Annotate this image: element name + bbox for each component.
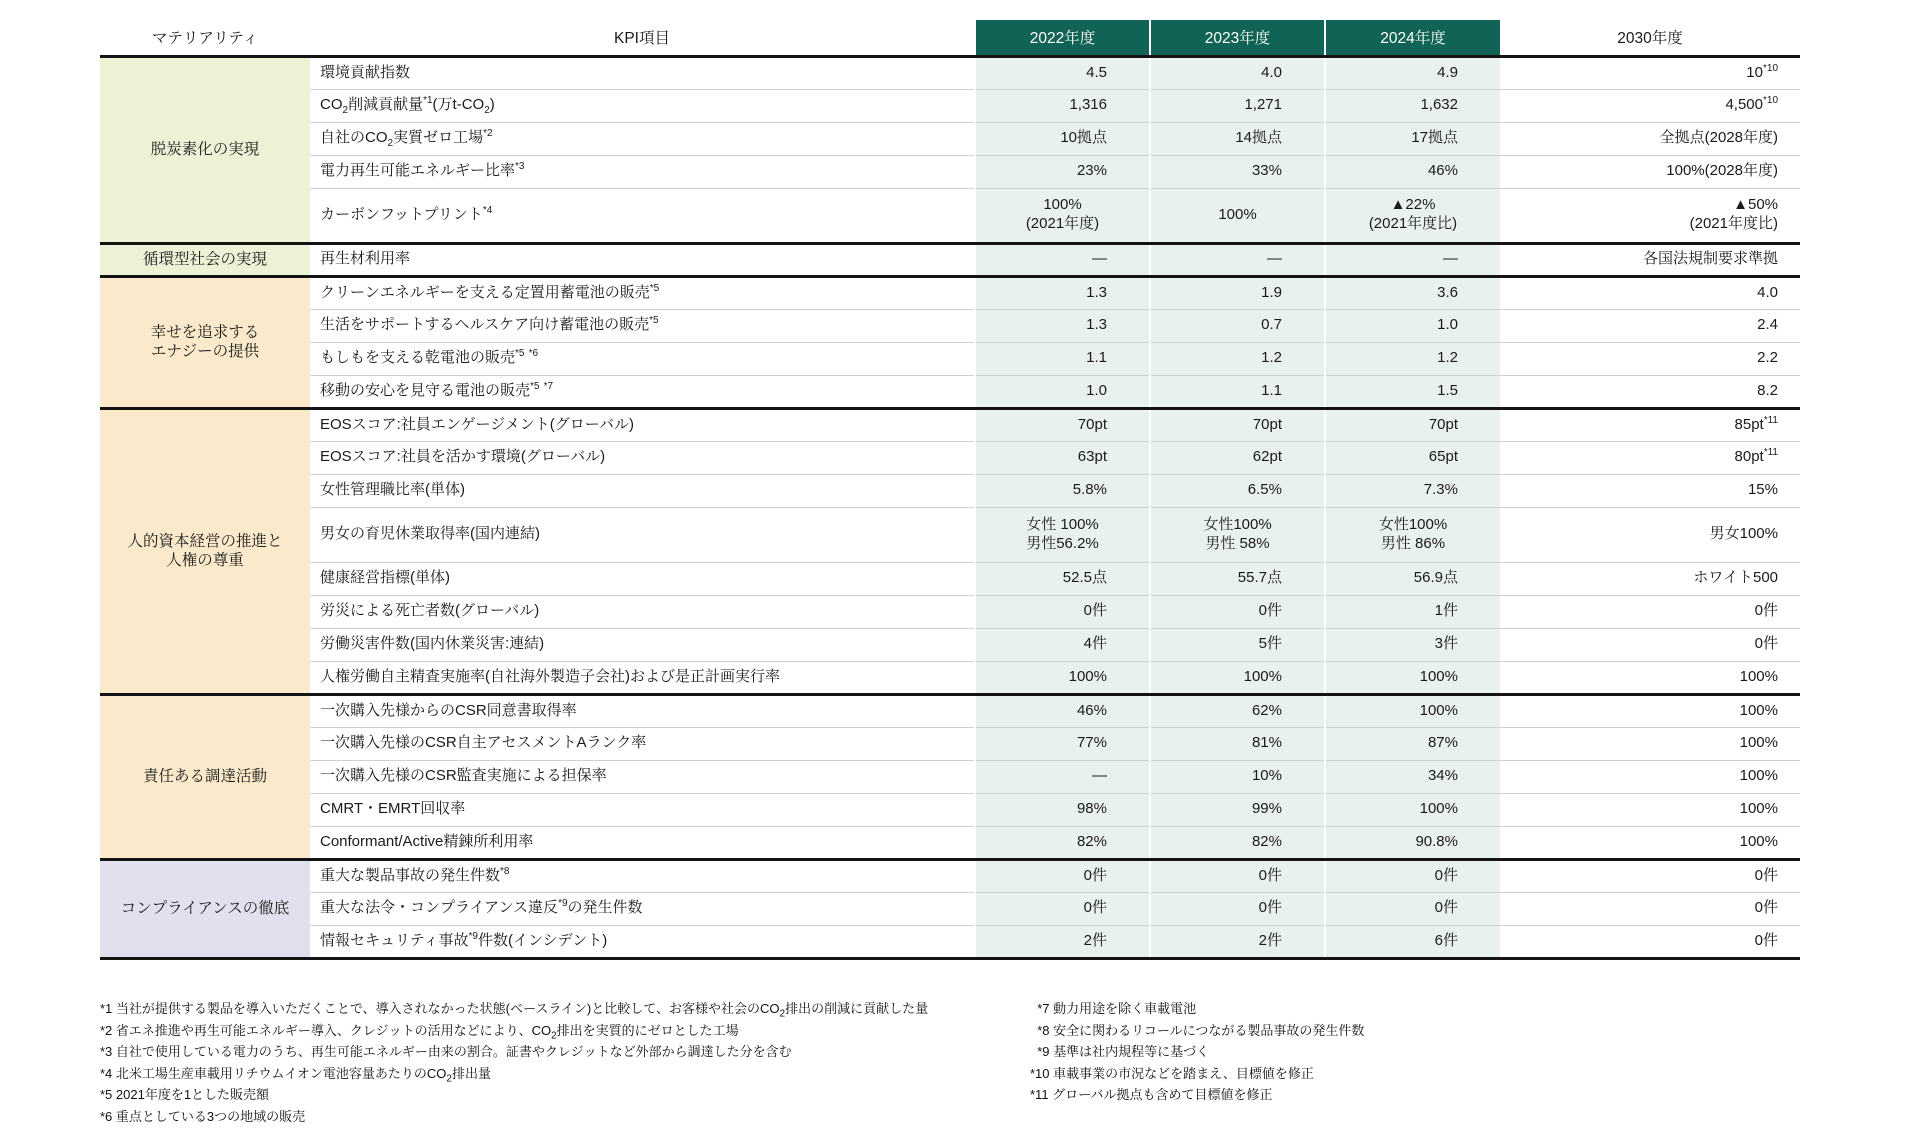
footnote-line: *8 安全に関わるリコールにつながる製品事故の発生件数 [1030,1022,1365,1038]
value-cell-2022: 4件 [975,628,1150,661]
value-cell-2022: 100% [975,661,1150,694]
value-cell-2022: — [975,243,1150,276]
footnote-line: *1 当社が提供する製品を導入いただくことで、導入されなかった状態(ベースライン)と比較して、お客様や社会の$CO_2$排出の削減に貢献した量 [100,1001,929,1020]
kpi-row [100,595,1800,628]
value-cell-2024: 1.5 [1325,375,1500,408]
kpi-row [100,309,1800,342]
value-cell-2024: 90.8% [1325,826,1500,859]
kpi-row [100,562,1800,595]
value-cell-2022: 2件 [975,925,1150,958]
kpi-label-cell: 男女の育児休業取得率(国内連結) [310,507,975,562]
value-cell-2030-target: 15% [1500,474,1800,507]
kpi-label-cell: 再生材利用率 [310,243,975,276]
value-cell-2030-target: 全拠点(2028年度) [1500,122,1800,155]
value-cell-2023: 33% [1150,155,1325,188]
value-cell-2023: 1.1 [1150,375,1325,408]
kpi-row [100,155,1800,188]
kpi-row [100,408,1800,441]
value-cell-2022: 82% [975,826,1150,859]
value-cell-2030-target: 0件 [1500,859,1800,892]
kpi-row [100,342,1800,375]
value-cell-2030-target: $80pt^{*11}$ [1500,441,1800,474]
kpi-label-cell: 人権労働自主精査実施率(自社海外製造子会社)および是正計画実行率 [310,661,975,694]
value-cell-2022: 1.3 [975,276,1150,309]
kpi-column-header: KPI項目 [310,20,975,56]
footnote-line: *5 2021年度を1とした販売額 [100,1087,270,1102]
materiality-cell: 人的資本経営の推進と 人権の尊重 [100,408,310,694]
kpi-label-cell: 自社の$CO_2$実質ゼロ工場$^{*2}$ [310,122,975,155]
value-cell-2022: 46% [975,694,1150,727]
kpi-label-cell: CMRT・EMRT回収率 [310,793,975,826]
value-cell-2030-target: ホワイト500 [1500,562,1800,595]
footnotes-right-column [1030,998,1830,1106]
materiality-cell: 脱炭素化の実現 [100,56,310,243]
value-cell-2022: — [975,760,1150,793]
value-cell-2030-target: 100% [1500,694,1800,727]
value-cell-2024: 1.0 [1325,309,1500,342]
value-cell-2023: 女性100% 男性 58% [1150,507,1325,562]
footnote-line: *6 重点としている3つの地域の販売 [100,1108,306,1124]
value-cell-2024: 1.2 [1325,342,1500,375]
value-cell-2030-target: 100% [1500,760,1800,793]
kpi-label-cell: 一次購入先様からのCSR同意書取得率 [310,694,975,727]
kpi-row [100,507,1800,562]
value-cell-2023: 14拠点 [1150,122,1325,155]
value-cell-2030-target: 100% [1500,661,1800,694]
value-cell-2024: 56.9点 [1325,562,1500,595]
value-cell-2023: 55.7点 [1150,562,1325,595]
value-cell-2024: 6件 [1325,925,1500,958]
value-cell-2024: 3件 [1325,628,1500,661]
value-cell-2023: 82% [1150,826,1325,859]
kpi-label-cell: EOSスコア:社員を活かす環境(グローバル) [310,441,975,474]
value-cell-2022: 63pt [975,441,1150,474]
kpi-label-cell: 環境貢献指数 [310,56,975,89]
kpi-row [100,89,1800,122]
kpi-row [100,474,1800,507]
value-cell-2023: 0.7 [1150,309,1325,342]
value-cell-2030-target: 0件 [1500,628,1800,661]
kpi-row [100,628,1800,661]
value-cell-2030-target: 2.2 [1500,342,1800,375]
year-2024-column-header: 2024年度 [1325,20,1500,56]
value-cell-2024: 女性100% 男性 86% [1325,507,1500,562]
kpi-row [100,375,1800,408]
value-cell-2024: 65pt [1325,441,1500,474]
target-2030-column-header: 2030年度 [1500,20,1800,56]
kpi-row [100,925,1800,958]
kpi-row [100,276,1800,309]
value-cell-2030-target: 100% [1500,727,1800,760]
value-cell-2030-target: 100% [1500,793,1800,826]
footnote-line: *3 自社で使用している電力のうち、再生可能エネルギー由来の割合。証書やクレジットなど外部から調達した分を含む [100,1044,792,1059]
value-cell-2030-target: 各国法規制要求準拠 [1500,243,1800,276]
value-cell-2023: 1,271 [1150,89,1325,122]
footnotes-left-column [100,998,1000,1127]
value-cell-2022: 1.0 [975,375,1150,408]
value-cell-2023: 0件 [1150,892,1325,925]
kpi-label-cell: 重大な製品事故の発生件数$^{*8}$ [310,859,975,892]
year-2023-column-header: 2023年度 [1150,20,1325,56]
value-cell-2022: 0件 [975,859,1150,892]
value-cell-2024: 46% [1325,155,1500,188]
kpi-label-cell: もしもを支える乾電池の販売$^{*5}$ $^{*6}$ [310,342,975,375]
kpi-label-cell: クリーンエネルギーを支える定置用蓄電池の販売$^{*5}$ [310,276,975,309]
kpi-table-body [100,56,1800,958]
value-cell-2030-target: $85pt^{*11}$ [1500,408,1800,441]
kpi-row [100,56,1800,89]
materiality-cell: コンプライアンスの徹底 [100,859,310,958]
value-cell-2024: 87% [1325,727,1500,760]
table-header-row [100,20,1800,56]
kpi-table [100,20,1800,960]
value-cell-2022: 1.3 [975,309,1150,342]
value-cell-2024: 1件 [1325,595,1500,628]
kpi-row [100,661,1800,694]
kpi-row [100,892,1800,925]
value-cell-2022: 1.1 [975,342,1150,375]
value-cell-2024: 0件 [1325,892,1500,925]
value-cell-2023: — [1150,243,1325,276]
value-cell-2030-target: 100% [1500,826,1800,859]
kpi-label-cell: $CO_2$削減貢献量$^{*1}$(万$t-CO_2$) [310,89,975,122]
value-cell-2022: 23% [975,155,1150,188]
kpi-label-cell: Conformant/Active精錬所利用率 [310,826,975,859]
value-cell-2022: 52.5点 [975,562,1150,595]
year-2022-column-header: 2022年度 [975,20,1150,56]
value-cell-2024: 100% [1325,694,1500,727]
kpi-label-cell: 女性管理職比率(単体) [310,474,975,507]
kpi-row [100,441,1800,474]
footnote-line: *9 基準は社内規程等に基づく [1030,1044,1210,1059]
materiality-column-header: マテリアリティ [100,20,310,56]
value-cell-2023: 100% [1150,188,1325,243]
kpi-row [100,859,1800,892]
value-cell-2030-target: 4,500$^{*10}$ [1500,89,1800,122]
value-cell-2024: 0件 [1325,859,1500,892]
value-cell-2024: 1,632 [1325,89,1500,122]
value-cell-2030-target: 10$^{*10}$ [1500,56,1800,89]
kpi-label-cell: 生活をサポートするヘルスケア向け蓄電池の販売$^{*5}$ [310,309,975,342]
kpi-label-cell: 健康経営指標(単体) [310,562,975,595]
value-cell-2022: 98% [975,793,1150,826]
value-cell-2030-target: 男女100% [1500,507,1800,562]
value-cell-2022: 70pt [975,408,1150,441]
value-cell-2023: 81% [1150,727,1325,760]
value-cell-2022: 10拠点 [975,122,1150,155]
value-cell-2023: 4.0 [1150,56,1325,89]
kpi-row [100,122,1800,155]
kpi-label-cell: 電力再生可能エネルギー比率$^{*3}$ [310,155,975,188]
kpi-row [100,826,1800,859]
value-cell-2024: 4.9 [1325,56,1500,89]
value-cell-2023: 100% [1150,661,1325,694]
value-cell-2023: 0件 [1150,859,1325,892]
value-cell-2030-target: 4.0 [1500,276,1800,309]
value-cell-2024: 70pt [1325,408,1500,441]
value-cell-2022: 0件 [975,595,1150,628]
footnote-line: *4 北米工場生産車載用リチウムイオン電池容量あたりの$CO_2$排出量 [100,1065,491,1085]
value-cell-2023: 0件 [1150,595,1325,628]
kpi-label-cell: 労災による死亡者数(グローバル) [310,595,975,628]
value-cell-2024: — [1325,243,1500,276]
value-cell-2024: 7.3% [1325,474,1500,507]
value-cell-2024: 100% [1325,793,1500,826]
value-cell-2022: 77% [975,727,1150,760]
value-cell-2022: 1,316 [975,89,1150,122]
value-cell-2022: 5.8% [975,474,1150,507]
kpi-label-cell: 重大な法令・コンプライアンス違反$^{*9}$の発生件数 [310,892,975,925]
value-cell-2022: 女性 100% 男性56.2% [975,507,1150,562]
footnote-line: *7 動力用途を除く車載電池 [1030,1001,1197,1016]
value-cell-2030-target: ▲50% (2021年度比) [1500,188,1800,243]
value-cell-2023: 1.9 [1150,276,1325,309]
kpi-label-cell: EOSスコア:社員エンゲージメント(グローバル) [310,408,975,441]
kpi-label-cell: 一次購入先様のCSR自主アセスメントAランク率 [310,727,975,760]
value-cell-2024: 100% [1325,661,1500,694]
value-cell-2024: 3.6 [1325,276,1500,309]
materiality-cell: 循環型社会の実現 [100,243,310,276]
value-cell-2023: 6.5% [1150,474,1325,507]
footnote-line: *11 グローバル拠点も含めて目標値を修正 [1030,1087,1273,1102]
materiality-cell: 責任ある調達活動 [100,694,310,859]
value-cell-2024: 17拠点 [1325,122,1500,155]
value-cell-2023: 62% [1150,694,1325,727]
value-cell-2024: 34% [1325,760,1500,793]
kpi-label-cell: 労働災害件数(国内休業災害:連結) [310,628,975,661]
kpi-label-cell: 情報セキュリティ事故$^{*9}$件数(インシデント) [310,925,975,958]
value-cell-2030-target: 0件 [1500,595,1800,628]
value-cell-2030-target: 2.4 [1500,309,1800,342]
value-cell-2022: 100% (2021年度) [975,188,1150,243]
value-cell-2024: ▲22% (2021年度比) [1325,188,1500,243]
value-cell-2030-target: 0件 [1500,892,1800,925]
value-cell-2023: 2件 [1150,925,1325,958]
kpi-row [100,793,1800,826]
value-cell-2023: 62pt [1150,441,1325,474]
kpi-row [100,760,1800,793]
value-cell-2030-target: 8.2 [1500,375,1800,408]
kpi-row [100,694,1800,727]
value-cell-2023: 70pt [1150,408,1325,441]
kpi-row [100,188,1800,243]
kpi-label-cell: カーボンフットプリント$^{*4}$ [310,188,975,243]
value-cell-2023: 1.2 [1150,342,1325,375]
value-cell-2022: 0件 [975,892,1150,925]
value-cell-2023: 99% [1150,793,1325,826]
value-cell-2023: 5件 [1150,628,1325,661]
kpi-row [100,727,1800,760]
value-cell-2023: 10% [1150,760,1325,793]
materiality-cell: 幸せを追求する エナジーの提供 [100,276,310,408]
kpi-label-cell: 移動の安心を見守る電池の販売$^{*5}$ $^{*7}$ [310,375,975,408]
kpi-label-cell: 一次購入先様のCSR監査実施による担保率 [310,760,975,793]
footnote-line: *10 車載事業の市況などを踏まえ、目標値を修正 [1030,1065,1314,1081]
value-cell-2030-target: 0件 [1500,925,1800,958]
kpi-row [100,243,1800,276]
footnote-line: *2 省エネ推進や再生可能エネルギー導入、クレジットの活用などにより、$CO_2$排出を実質的にゼロとした工場 [100,1022,739,1042]
value-cell-2022: 4.5 [975,56,1150,89]
value-cell-2030-target: 100%(2028年度) [1500,155,1800,188]
